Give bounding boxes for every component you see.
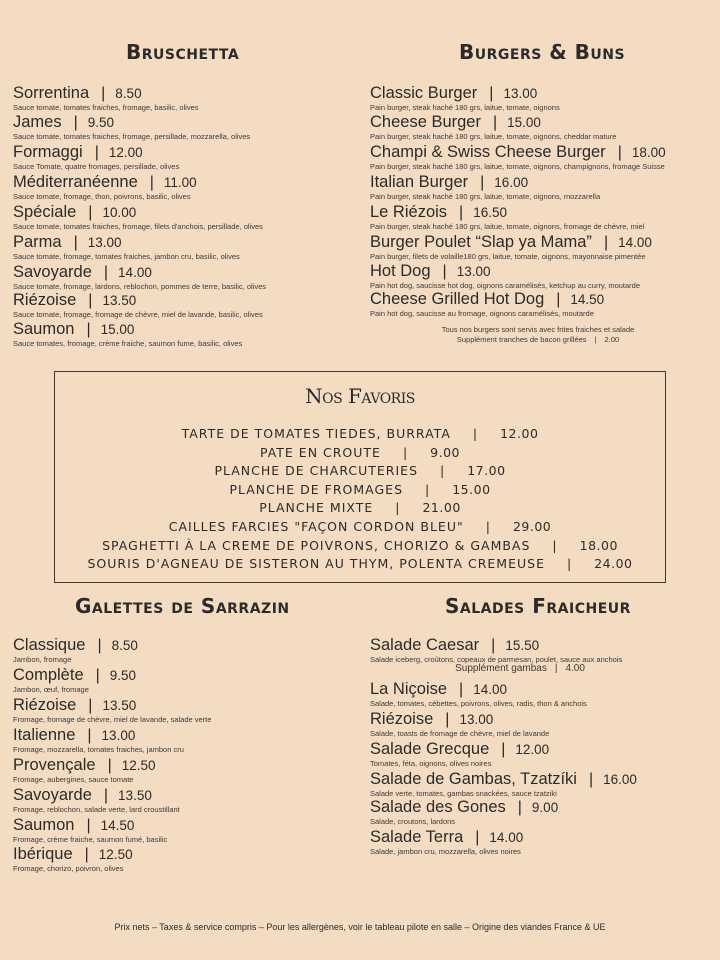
item-description: Pain hot dog, saucisse au fromage, oignons caramélisés, moutarde bbox=[370, 309, 594, 318]
item-name: Salade Terra bbox=[370, 828, 464, 846]
item-name: Salade Grecque bbox=[370, 740, 490, 758]
burgers-note bbox=[370, 325, 706, 345]
menu-item: Sorrentina | 8.50 Sauce tomate, tomates fraiches, fromage, basilic, olives bbox=[13, 84, 199, 112]
burgers-note-line2: Supplément tranches de bacon grillées | 2.00 bbox=[456, 335, 620, 344]
item-price: 24.00 bbox=[594, 556, 633, 571]
burgers-note-line1: Tous nos burgers sont servis avec frites fraiches et salade bbox=[441, 325, 635, 334]
item-description: Jambon, œuf, fromage bbox=[13, 685, 89, 694]
item-description: Tomates, féta, oignons, olives noires bbox=[370, 759, 492, 768]
menu-item: Salade Grecque | 12.00 Tomates, féta, oignons, olives noires bbox=[370, 740, 550, 768]
item-description: Pain burger, steak haché 180 grs, laitue, tomate, oignons bbox=[370, 103, 560, 112]
item-name: La Niçoise bbox=[370, 680, 448, 698]
section-title-burgers: Burgers & Buns bbox=[459, 40, 626, 64]
section-title-bruschetta: Bruschetta bbox=[126, 40, 240, 64]
item-name: Ibérique bbox=[13, 845, 73, 863]
menu-item: Spéciale | 10.00 Sauce tomate, tomates fraiches, fromage, filets d'anchois, persillade, olives bbox=[13, 203, 263, 231]
item-name: PLANCHE DE FROMAGES bbox=[229, 482, 404, 497]
item-price: 16.00 bbox=[603, 772, 637, 787]
item-name: SOURIS D'AGNEAU DE SISTERON AU THYM, POLENTA CREMEUSE bbox=[87, 556, 545, 571]
item-price: 13.00 bbox=[87, 235, 122, 250]
menu-item: Burger Poulet “Slap ya Mama” | 14.00 Pain burger, filets de volaille180 grs, laitue, tomate, oignons, mayonnaise pimentée bbox=[370, 233, 652, 261]
item-description: Sauce Tomate, quatre fromages, persillade, olives bbox=[13, 162, 180, 171]
item-description: Salade iceberg, croûtons, copeaux de parmesan, poulet, sauce aux anchois bbox=[370, 655, 623, 664]
item-name: Classic Burger bbox=[370, 84, 478, 102]
item-name: Italian Burger bbox=[370, 173, 469, 191]
item-description: Fromage, crème fraiche, saumon fumé, basilic bbox=[13, 835, 168, 844]
item-name: Provençale bbox=[13, 756, 96, 774]
menu-item: Méditerranéenne | 11.00 Sauce tomate, fromage, thon, poivrons, basilic, olives bbox=[13, 173, 197, 201]
item-description: Sauce tomate, fromage, fromage de chèvre, miel de lavande, basilic, olives bbox=[13, 310, 263, 319]
favori-item: SPAGHETTI À LA CREME DE POIVRONS, CHORIZO & GAMBAS | 18.00 bbox=[102, 538, 618, 553]
menu-item: Salade Caesar | 15.50 Salade iceberg, croûtons, copeaux de parmesan, poulet, sauce aux anchois bbox=[370, 636, 623, 664]
menu-item: Salade de Gambas, Tzatzíki | 16.00 Salade verte, tomates, gambas snackées, sauce tzatziki bbox=[370, 770, 637, 798]
item-description: Fromage, chorizo, poivron, olives bbox=[13, 864, 124, 873]
item-name: Saumon bbox=[13, 320, 75, 338]
item-price: 8.50 bbox=[111, 638, 138, 653]
menu-item: Ibérique | 12.50 Fromage, chorizo, poivron, olives bbox=[13, 845, 133, 873]
item-price: 14.00 bbox=[118, 265, 152, 280]
menu-item: Italian Burger | 16.00 Pain burger, steak haché 180 grs, laitue, tomate, oignons, mozzarella bbox=[370, 173, 601, 201]
item-price: 15.00 bbox=[507, 115, 541, 130]
item-description: Salade, tomates, cébettes, poivrons, olives, radis, thon & anchois bbox=[370, 699, 587, 708]
item-name: Classique bbox=[13, 636, 86, 654]
item-price: 12.00 bbox=[500, 426, 539, 441]
item-price: 13.00 bbox=[503, 86, 538, 101]
menu-item: Savoyarde | 14.00 Sauce tomate, fromage, lardons, reblochon, pommes de terre, basilic, olives bbox=[13, 263, 267, 291]
item-price: 14.50 bbox=[100, 818, 135, 833]
item-name: Burger Poulet “Slap ya Mama” bbox=[370, 233, 592, 251]
item-description: Pain burger, steak haché 180 grs, laitue, tomate, oignons, fromage de chèvre, miel bbox=[370, 222, 645, 231]
item-price: 14.00 bbox=[489, 830, 524, 845]
item-name: CAILLES FARCIES "FAÇON CORDON BLEU" bbox=[168, 519, 464, 534]
item-price: 15.00 bbox=[100, 322, 135, 337]
item-name: Spéciale bbox=[13, 203, 77, 221]
item-description: Salade, jambon cru, mozzarella, olives noires bbox=[370, 847, 521, 856]
item-name: Complète bbox=[13, 666, 84, 684]
menu-item: Cheese Burger | 15.00 Pain burger, steak haché 180 grs, laitue, tomate, oignons, cheddar mature bbox=[370, 113, 617, 141]
item-description: Pain burger, steak haché 180 grs, laitue, tomate, oignons, champignons, fromage Suisse bbox=[370, 162, 665, 171]
favori-item: PATE EN CROUTE | 9.00 bbox=[259, 445, 461, 460]
item-price: 18.00 bbox=[579, 538, 618, 553]
menu-item: La Niçoise | 14.00 Salade, tomates, cébettes, poivrons, olives, radis, thon & anchois bbox=[370, 680, 587, 708]
section-title-galettes: Galettes de Sarrazin bbox=[75, 594, 290, 618]
item-price: 18.00 bbox=[631, 145, 666, 160]
item-description: Sauce tomate, tomates fraiches, fromage, filets d'anchois, persillade, olives bbox=[13, 222, 263, 231]
item-price: 21.00 bbox=[422, 500, 461, 515]
item-description: Fromage, aubergines, sauce tomate bbox=[13, 775, 134, 784]
item-description: Sauce tomate, fromage, tomates fraiches, jambon cru, basilic, olives bbox=[13, 252, 240, 261]
menu-item: Parma | 13.00 Sauce tomate, fromage, tomates fraiches, jambon cru, basilic, olives bbox=[13, 233, 240, 261]
section-title-salades: Salades Fraicheur bbox=[445, 594, 631, 618]
item-price: 12.50 bbox=[121, 758, 156, 773]
item-price: 13.50 bbox=[102, 293, 137, 308]
item-price: 9.00 bbox=[430, 445, 461, 460]
favori-item: PLANCHE MIXTE | 21.00 bbox=[259, 500, 461, 515]
item-name: Champi & Swiss Cheese Burger bbox=[370, 143, 606, 161]
item-name: Cheese Burger bbox=[370, 113, 481, 131]
item-name: Le Riézois bbox=[370, 203, 448, 221]
item-name: Parma bbox=[13, 233, 62, 251]
item-description: Fromage, mozzarella, tomates fraiches, jambon cru bbox=[13, 745, 184, 754]
item-name: Sorrentina bbox=[13, 84, 90, 102]
item-description: Fromage, reblochon, salade verte, lard croustillant bbox=[13, 805, 180, 814]
item-name: Riézoise bbox=[370, 710, 434, 728]
bacon-supplement-price: 2.00 bbox=[604, 335, 620, 344]
item-description: Sauce tomate, tomates fraiches, fromage, persillade, mozzarella, olives bbox=[13, 132, 251, 141]
item-name: Riézoise bbox=[13, 291, 77, 309]
menu-item: Savoyarde | 13.50 Fromage, reblochon, salade verte, lard croustillant bbox=[13, 786, 180, 814]
item-name: James bbox=[13, 113, 62, 131]
item-price: 13.00 bbox=[456, 264, 491, 279]
item-description: Pain burger, steak haché 180 grs, laitue, tomate, oignons, mozzarella bbox=[370, 192, 601, 201]
item-name: TARTE DE TOMATES TIEDES, BURRATA bbox=[181, 426, 451, 441]
menu-item: Riézoise | 13.50 Sauce tomate, fromage, fromage de chèvre, miel de lavande, basilic, olives bbox=[13, 291, 263, 319]
item-name: PLANCHE DE CHARCUTERIES bbox=[214, 463, 419, 478]
item-description: Sauce tomate, fromage, lardons, reblochon, pommes de terre, basilic, olives bbox=[13, 282, 267, 291]
item-price: 8.50 bbox=[115, 86, 142, 101]
item-description: Jambon, fromage bbox=[13, 655, 72, 664]
item-price: 16.50 bbox=[473, 205, 507, 220]
item-price: 11.00 bbox=[163, 175, 197, 190]
menu-item: Champi & Swiss Cheese Burger | 18.00 Pain burger, steak haché 180 grs, laitue, tomate, oignons, champignons, fromage Suisse bbox=[370, 143, 666, 171]
item-description: Salade, toasts de fromage de chèvre, miel de lavande bbox=[370, 729, 550, 738]
menu-item: Hot Dog | 13.00 Pain hot dog, saucisse hot dog, oignons caramélisés, ketchup au curry, moutarde bbox=[370, 262, 641, 290]
item-description: Pain hot dog, saucisse hot dog, oignons caramélisés, ketchup au curry, moutarde bbox=[370, 281, 641, 290]
item-price: 29.00 bbox=[512, 519, 552, 534]
menu-item: Classic Burger | 13.00 Pain burger, steak haché 180 grs, laitue, tomate, oignons bbox=[370, 84, 560, 112]
menu-item: Cheese Grilled Hot Dog | 14.50 Pain hot dog, saucisse au fromage, oignons caramélisés, moutarde bbox=[370, 290, 605, 318]
item-price: 12.00 bbox=[515, 742, 550, 757]
item-price: 14.00 bbox=[618, 235, 652, 250]
item-name: Savoyarde bbox=[13, 263, 92, 281]
favori-item: SOURIS D'AGNEAU DE SISTERON AU THYM, POLENTA CREMEUSE | 24.00 bbox=[87, 556, 633, 571]
section-title-favoris: Nos Favoris bbox=[305, 384, 415, 408]
footer-note: Prix nets – Taxes & service compris – Pour les allergènes, voir le tableau pilote en salle – Origine des viandes France & UE bbox=[114, 922, 606, 932]
menu-item: James | 9.50 Sauce tomate, tomates fraiches, fromage, persillade, mozzarella, olives bbox=[13, 113, 251, 141]
item-price: 17.00 bbox=[467, 463, 506, 478]
favori-item: PLANCHE DE CHARCUTERIES | 17.00 bbox=[214, 463, 506, 478]
item-description: Pain burger, filets de volaille180 grs, laitue, tomate, oignons, mayonnaise pimentée bbox=[370, 252, 646, 261]
gambas-supplement: Supplément gambas | 4.00 bbox=[455, 663, 585, 674]
menu-item: Saumon | 15.00 Sauce tomates, fromage, crème fraiche, saumon fume, basilic, olives bbox=[13, 320, 243, 348]
favori-item: PLANCHE DE FROMAGES | 15.00 bbox=[229, 482, 491, 497]
favori-item: TARTE DE TOMATES TIEDES, BURRATA | 12.00 bbox=[181, 426, 539, 441]
item-name: PLANCHE MIXTE bbox=[259, 500, 374, 515]
item-price: 12.50 bbox=[98, 847, 133, 862]
item-name: Salade de Gambas, Tzatzíki bbox=[370, 770, 577, 788]
menu-item: Formaggi | 12.00 Sauce Tomate, quatre fromages, persillade, olives bbox=[13, 143, 180, 171]
menu-item: Salade Terra | 14.00 Salade, jambon cru, mozzarella, olives noires bbox=[370, 828, 524, 856]
menu-item: Classique | 8.50 Jambon, fromage bbox=[13, 636, 138, 664]
bacon-supplement-label: Supplément tranches de bacon grillées bbox=[456, 335, 587, 344]
item-price: 10.00 bbox=[102, 205, 137, 220]
item-name: Méditerranéenne bbox=[13, 173, 138, 191]
item-price: 9.50 bbox=[109, 668, 137, 683]
item-price: 9.50 bbox=[87, 115, 115, 130]
item-description: Salade, croutons, lardons bbox=[370, 817, 456, 826]
item-price: 13.50 bbox=[118, 788, 152, 803]
menu-item: Italienne | 13.00 Fromage, mozzarella, tomates fraiches, jambon cru bbox=[13, 726, 184, 754]
item-price: 14.00 bbox=[473, 682, 507, 697]
menu-item: Complète | 9.50 Jambon, œuf, fromage bbox=[13, 666, 137, 694]
item-description: Sauce tomate, fromage, thon, poivrons, basilic, olives bbox=[13, 192, 191, 201]
gambas-supplement-label: Supplément gambas bbox=[455, 663, 547, 674]
item-price: 16.00 bbox=[494, 175, 529, 190]
item-price: 15.00 bbox=[452, 482, 491, 497]
item-price: 9.00 bbox=[531, 800, 559, 815]
item-name: Salade des Gones bbox=[370, 798, 506, 816]
item-price: 15.50 bbox=[505, 638, 540, 653]
menu-item: Saumon | 14.50 Fromage, crème fraiche, saumon fumé, basilic bbox=[13, 816, 168, 844]
item-name: Salade Caesar bbox=[370, 636, 480, 654]
item-name: Savoyarde bbox=[13, 786, 92, 804]
menu-item: Salade des Gones | 9.00 Salade, croutons, lardons bbox=[370, 798, 559, 826]
item-description: Salade verte, tomates, gambas snackées, sauce tzatziki bbox=[370, 789, 557, 798]
item-price: 14.50 bbox=[570, 292, 605, 307]
menu-item: Riézoise | 13.50 Fromage, fromage de chèvre, miel de lavande, salade verte bbox=[13, 696, 212, 724]
item-name: Saumon bbox=[13, 816, 75, 834]
item-price: 13.50 bbox=[102, 698, 137, 713]
item-description: Pain burger, steak haché 180 grs, laitue, tomate, oignons, cheddar mature bbox=[370, 132, 617, 141]
gambas-supplement-price: 4.00 bbox=[565, 663, 585, 674]
menu-item: Le Riézois | 16.50 Pain burger, steak haché 180 grs, laitue, tomate, oignons, fromage de chèvre, miel bbox=[370, 203, 645, 231]
item-price: 12.00 bbox=[108, 145, 143, 160]
item-name: Formaggi bbox=[13, 143, 83, 161]
item-description: Fromage, fromage de chèvre, miel de lavande, salade verte bbox=[13, 715, 212, 724]
menu-item: Provençale | 12.50 Fromage, aubergines, sauce tomate bbox=[13, 756, 156, 784]
item-name: Riézoise bbox=[13, 696, 77, 714]
item-name: Italienne bbox=[13, 726, 76, 744]
item-description: Sauce tomates, fromage, crème fraiche, saumon fume, basilic, olives bbox=[13, 339, 243, 348]
favori-item: CAILLES FARCIES "FAÇON CORDON BLEU" | 29.00 bbox=[168, 519, 552, 534]
menu-item: Riézoise | 13.00 Salade, toasts de fromage de chèvre, miel de lavande bbox=[370, 710, 550, 738]
item-name: PATE EN CROUTE bbox=[259, 445, 381, 460]
item-price: 13.00 bbox=[459, 712, 494, 727]
item-name: SPAGHETTI À LA CREME DE POIVRONS, CHORIZO & GAMBAS bbox=[102, 538, 531, 553]
item-name: Cheese Grilled Hot Dog bbox=[370, 290, 545, 308]
item-description: Sauce tomate, tomates fraiches, fromage, basilic, olives bbox=[13, 103, 199, 112]
item-price: 13.00 bbox=[101, 728, 136, 743]
item-name: Hot Dog bbox=[370, 262, 431, 280]
